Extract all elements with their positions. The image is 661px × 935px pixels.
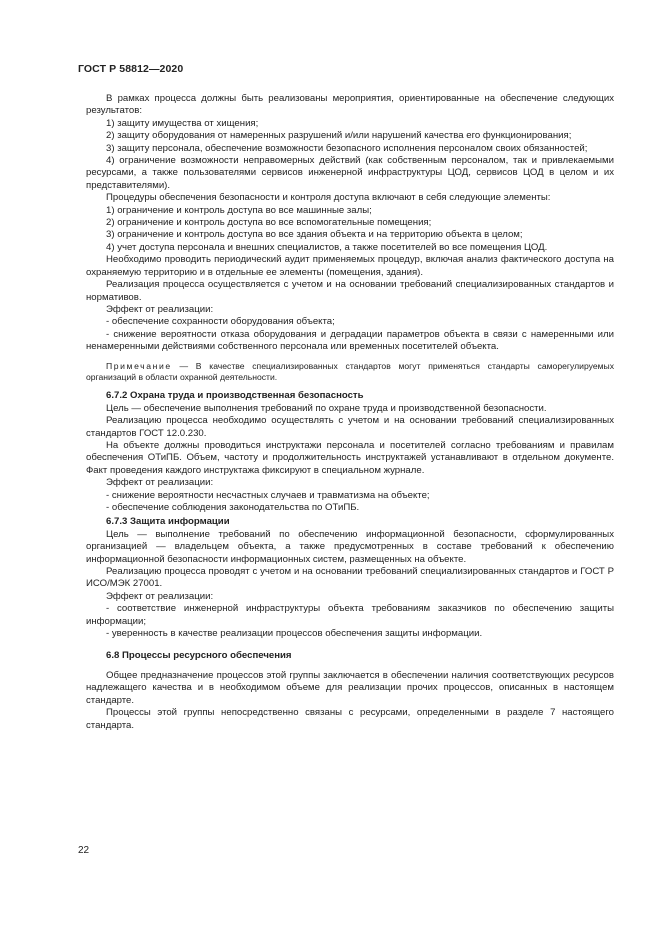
note bbox=[86, 361, 614, 384]
list-item: 4) ограничение возможности неправомерных действий (как собственным персоналом, так и привлекаемыми ресурсами, а также пользователями сервисов инженерной инфраструктуры ЦОД, сервисов ЦОД в целом и их представителями). bbox=[86, 155, 614, 191]
paragraph: Реализацию процесса проводят с учетом и на основании требований специализированных стандартов и ГОСТ Р ИСО/МЭК 27001. bbox=[86, 566, 614, 590]
list-item: - уверенность в качестве реализации процессов обеспечения защиты информации. bbox=[106, 628, 483, 640]
list-item: 2) защиту оборудования от намеренных разрушений и/или нарушений качества его функционирования; bbox=[106, 130, 572, 142]
paragraph: Эффект от реализации: bbox=[106, 303, 214, 315]
section-heading: 6.8 Процессы ресурсного обеспечения bbox=[106, 650, 292, 662]
list-item: - обеспечение соблюдения законодательства по ОТиПБ. bbox=[106, 502, 360, 513]
note-text: — В качестве специализированных стандартов могут применяться стандарты саморегулируемых организаций в области охранной деятельности. bbox=[86, 360, 614, 382]
list-item: 1) защиту имущества от хищения; bbox=[106, 117, 259, 129]
section-heading: 6.7.3 Защита информации bbox=[106, 516, 230, 528]
paragraph: Реализация процесса осуществляется с учетом и на основании требований специализированных стандартов и нормативов. bbox=[86, 279, 614, 303]
page-number: 22 bbox=[78, 845, 90, 856]
document-body bbox=[86, 93, 614, 732]
section-heading: 6.7.2 Охрана труда и производственная безопасность bbox=[106, 390, 364, 402]
list-item: - соответствие инженерной инфраструктуры объекта требованиям заказчиков по обеспечению защиты информации; bbox=[86, 603, 614, 627]
list-item: 1) ограничение и контроль доступа во все машинные залы; bbox=[106, 204, 372, 216]
list-item: 2) ограничение и контроль доступа во все вспомогательные помещения; bbox=[106, 217, 432, 229]
list-item: 3) ограничение и контроль доступа во все здания объекта и на территорию объекта в целом; bbox=[106, 229, 523, 241]
paragraph: На объекте должны проводиться инструктажи персонала и посетителей согласно требованиям и правилам обеспечения ОТиПБ. Объем, частоту и продолжительность инструктажей устанавливают в отдельном документе. Факт проведения каждого инструктажа фиксируют в специальном журнале. bbox=[86, 439, 614, 476]
list-item: 3) защиту персонала, обеспечение возможности безопасного исполнения персоналом своих обязанностей; bbox=[106, 142, 588, 154]
list-item: - снижение вероятности несчастных случаев и травматизма на объекте; bbox=[106, 489, 430, 501]
paragraph: Цель — обеспечение выполнения требований по охране труда и производственной безопасности. bbox=[106, 402, 547, 414]
paragraph: Необходимо проводить периодический аудит применяемых процедур, включая анализ фактического доступа на охраняемую территорию и в отдельные ее элементы (помещения, здания). bbox=[86, 254, 614, 278]
list-item: 4) учет доступа персонала и внешних специалистов, а также посетителей во все помещения ЦОД. bbox=[106, 241, 548, 253]
paragraph: Процедуры обеспечения безопасности и контроля доступа включают в себя следующие элементы: bbox=[106, 192, 551, 204]
page-header-standard: ГОСТ Р 58812—2020 bbox=[78, 63, 184, 75]
paragraph: Цель — выполнение требований по обеспечению информационной безопасности, сформулированных организацией — владельцем объекта, а также предусмотренных в составе требований к обеспечению информационной безопасности информационных систем, размещенных на объекте. bbox=[86, 528, 614, 565]
paragraph: Эффект от реализации: bbox=[106, 477, 214, 489]
list-item: - обеспечение сохранности оборудования объекта; bbox=[106, 316, 335, 328]
list-item: - снижение вероятности отказа оборудования и деградации параметров объекта в связи с намеренными или ненамеренными действиями собственного персонала или временных посетителей объекта. bbox=[86, 328, 614, 353]
note-label: Примечание bbox=[106, 360, 172, 371]
paragraph: Эффект от реализации: bbox=[106, 590, 214, 602]
paragraph: Процессы этой группы непосредственно связаны с ресурсами, определенными в разделе 7 настоящего стандарта. bbox=[86, 707, 614, 731]
paragraph: Общее предназначение процессов этой группы заключается в обеспечении наличия соответствующих ресурсов надлежащего качества и в необходимом объеме для реализации прочих процессов, описанных в настоящем стандарте. bbox=[86, 669, 614, 706]
paragraph: В рамках процесса должны быть реализованы мероприятия, ориентированные на обеспечение следующих результатов: bbox=[86, 93, 614, 117]
paragraph: Реализацию процесса необходимо осуществлять с учетом и на основании требований специализированных стандартов ГОСТ 12.0.230. bbox=[86, 415, 614, 439]
